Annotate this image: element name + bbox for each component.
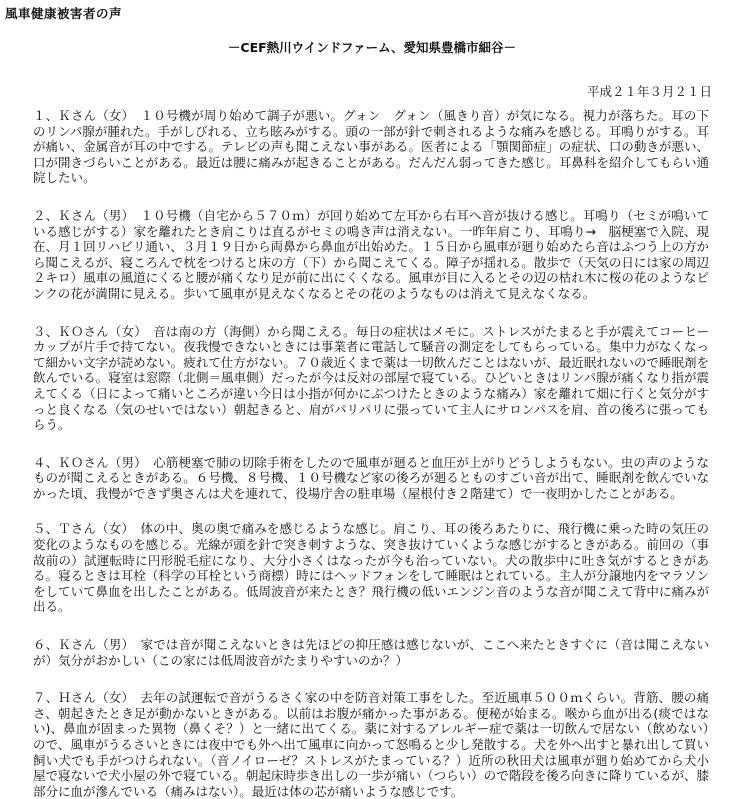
testimony-entry-2: ２、Ｋさん（男） １０号機（自宅から５７０ｍ）が回り始めて左耳から右耳へ音が抜ける感じ。耳鳴り（セミが鳴いている感じがする）家を離れたとき肩こりは直るがセミの鳴き声は消えない。一昨年肩こり、耳鳴り→ 脳梗塞で入院、現在、月１回リハビリ通い、３月１９日から両鼻から鼻血が出始めた。１５日から風車が廻り始めたら音はふつう上の方から聞こえるが、寝ころんで枕をつけると床の方（下）から聞こえてくる。障子が揺れる。散歩で（天気の日には家の周辺２キロ）風車の風道にくると腰が痛くなり足が前に出にくくなる。風車が目に入るとその辺の枯れ木に桜の花のようなピンクの花が満開に見える。歩いて風車が見えなくなるとその花のようなものは消えて見えなくなる。 xyxy=(33,207,709,301)
testimony-entry-1: １、Ｋさん（女） １０号機が周り始めて調子が悪い。グォン グォン（風きり音）が気になる。視力が落ちた。耳の下のリンパ腺が腫れた。手がしびれる、立ち眩みがする。頭の一部が針で刺されるような痛みを感じる。耳鳴りがする。耳が痛い、金属音が耳の中でする。テレビの声も聞こえない事がある。医者による「顎関節症」の症状、口の動きが悪い、口が開きづらいことがある。最近は腰に痛みが起きることがある。だんだん弱ってきた感じ。耳鼻科を紹介してもらい通院したい。 xyxy=(33,108,709,186)
testimony-entry-6: ６、Ｋさん（男） 家では音が聞こえないときは先ほどの抑圧感は感じないが、ここへ来たときすぐに（音は聞こえないが）気分がおかしい（この家には低周波音がたまりやすいのか？） xyxy=(33,637,709,668)
page-heading: 風車健康被害者の声 xyxy=(5,6,123,21)
testimony-list xyxy=(33,108,709,799)
document-subtitle: －CEF熱川ウインドファーム、愛知県豊橋市細谷－ xyxy=(227,40,517,55)
testimony-entry-5: ５、Ｔさん（女） 体の中、奥の奥で痛みを感じるような感じ。肩こり、耳の後ろあたりに、飛行機に乗った時の気圧の変化のようなものを感じる。光線が頭を針で突き刺すような、突き抜けていくような感じがするときがある。前回の（事故前の）試運転時に円形脱毛症になり、大分小さくはなったが今も治っていない。犬の散歩中に吐き気がするときがある。寝るときは耳栓（科学の耳栓という商標）時にはヘッドフォンをして睡眠はとれている。主人が分譲地内をマラソンをしていて鼻血を出したことがある。低周波音が来たとき？飛行機の低いエンジン音のような音が聞こえて背中に痛みが出る。 xyxy=(33,521,709,615)
testimony-entry-3: ３、ＫＯさん（女） 音は南の方（海側）から聞こえる。毎日の症状はメモに。ストレスがたまると手が震えてコーヒーカップが片手で持てない。夜我慢できないときには事業者に電話して騒音の測定をしてもらっている。集中力がなくなって細かい文字が読めない。疲れて仕方がない。７０歳近くまで薬は一切飲んだことはないが、最近眠れないので睡眠剤を飲んでいる。寝室は窓際（北側＝風車側）だったが今は反対の部屋で寝ている。ひどいときはリンパ腺が痛くなり指が震えてくる（日によって痛いところが違い今日は小指が何かにぶつけたときのような痛み）家を離れて畑に行くと気分がすっと良くなる（気のせいではない）朝起きると、肩がパリパリに張っていて主人にサロンパスを肩、首の後ろに張ってもらう。 xyxy=(33,323,709,433)
document-date: 平成２１年３月２１日 xyxy=(586,84,712,99)
testimony-entry-7: ７、Ｈさん（女） 去年の試運転で音がうるさく家の中を防音対策工事をした。至近風車５００ｍくらい。背筋、腰の痛さ、朝起きたとき足が動かないときがある。以前はお腹が痛かった事がある。便秘が始まる。喉から血が出る(痰ではない)、鼻血が固まった異物（鼻くそ？）と一緒に出てくる。薬に対するアレルギー症で薬は一切飲んで居ない（飲めない）ので、風車がうるさいときには夜中でも外へ出て風車に向かって怒鳴ると少し発散する。犬を外へ出すと暴れ出して買い飼い犬でも手がつけられない。（音ノイローゼ？ストレスがたまっている？）近所の秋田犬は風車が廻り始めてから犬小屋で寝ないで犬小屋の外で寝ている。朝起床時歩き出しの一歩が痛い（つらい）ので階段を後ろ向きに降りているが、膝部分に血が滲んでいる（痛みはない）。最近は体の芯が痛いような感じです。 xyxy=(33,690,709,799)
testimony-entry-4: ４、ＫＯさん（男） 心筋梗塞で肺の切除手術をしたので風車が廻ると血圧が上がりどうしようもない。虫の声のようなものが聞こえるときがある。６号機、８号機、１０号機など家の後ろが廻るとものすごい音が出て、睡眠剤を飲んでいなかった頃、我慢ができず奥さんは犬を連れて、役場庁舎の駐車場（屋根付き２階建て）で一夜明かしたことがある。 xyxy=(33,454,709,501)
